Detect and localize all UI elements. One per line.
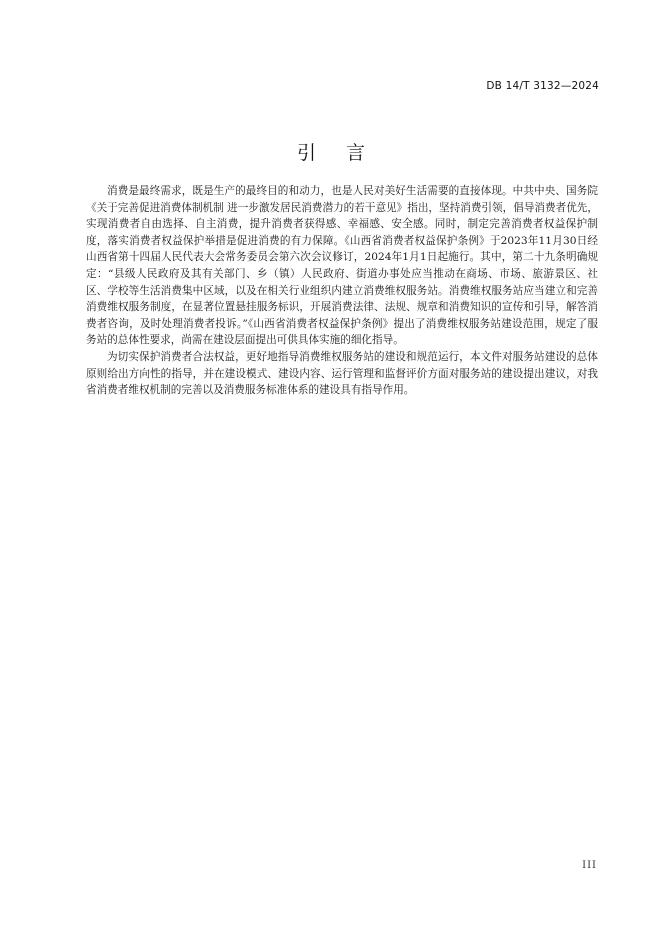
paragraph-2: 为切实保护消费者合法权益，更好地指导消费维权服务站的建设和规范运行，本文件对服务站建设的总体原则给出方向性的指导，并在建设模式、建设内容、运行管理和监督评价方面对服务站的建设提出建议，对我省消费者维权机制的完善以及消费服务标准体系的建设具有指导作用。 <box>86 350 598 397</box>
section-title: 引言 <box>296 142 395 164</box>
page-number: III <box>582 860 597 871</box>
standard-code: DB 14/T 3132—2024 <box>486 80 599 92</box>
paragraph-1: 消费是最终需求，既是生产的最终目的和动力，也是人民对美好生活需要的直接体现。中共中央、国务院《关于完善促进消费体制机制 进一步激发居民消费潜力的若干意见》指出，坚持消费引领，倡导消费者优先，实现消费者自由选择、自主消费，提升消费者获得感、幸福感、安全感。同时，制定完善消费者权益保护制度，落实消费者权益保护举措是促进消费的有力保障。《山西省消费者权益保护条例》于2023年11月30日经山西省第十四届人民代表大会常务委员会第六次会议修订，2024年1月1日起施行。其中，第二十九条明确规定：“县级人民政府及其有关部门、乡（镇）人民政府、街道办事处应当推动在商场、市场、旅游景区、社区、学校等生活消费集中区域，以及在相关行业组织内建立消费维权服务站。消费维权服务站应当建立和完善消费维权服务制度，在显著位置悬挂服务标识，开展消费法律、法规、规章和消费知识的宣传和引导，解答消费者咨询，及时处理消费者投诉。”《山西省消费者权益保护条例》提出了消费维权服务站建设范围，规定了服务站的总体性要求，尚需在建设层面提出可供具体实施的细化指导。 <box>86 185 598 347</box>
body-text <box>86 183 598 399</box>
